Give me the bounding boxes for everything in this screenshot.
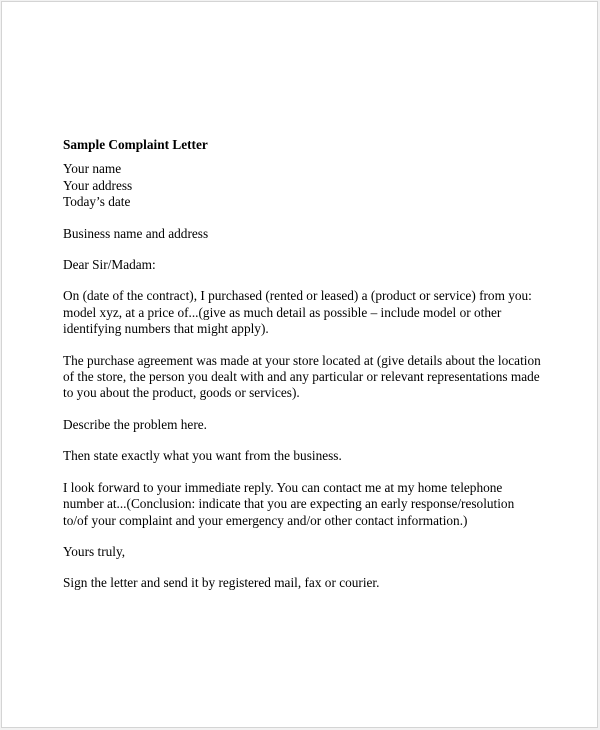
paragraph-problem [63,417,563,433]
paragraph-agreement [63,353,563,402]
paragraph-conclusion [63,480,563,529]
sender-name: Your name [63,161,122,177]
paragraph-line: of the store, the person you dealt with and any particular or relevant representations made [63,369,540,385]
paragraph-line: number at...(Conclusion: indicate that you are expecting an early response/resolution [63,496,515,512]
paragraph-line: On (date of the contract), I purchased (rented or leased) a (product or service) from you: [63,288,532,304]
salutation [63,257,563,273]
signoff [63,575,563,591]
letter-title: Sample Complaint Letter [63,137,208,152]
paragraph-line: to you about the product, goods or services). [63,385,300,401]
paragraph-line: The purchase agreement was made at your store located at (give details about the location [63,352,541,368]
recipient-block [63,226,563,242]
paragraph-line: I look forward to your immediate reply. You can contact me at my home telephone [63,479,503,495]
paragraph-request [63,448,563,464]
recipient-line: Business name and address [63,225,209,241]
letter-body [63,137,563,607]
paragraph-line: to/of your complaint and your emergency and/or other contact information.) [63,512,468,528]
closing [63,544,563,560]
paragraph-line: model xyz, at a price of...(give as much detail as possible – include model or other [63,304,502,320]
paragraph-line: Then state exactly what you want from the business. [63,448,342,464]
closing-line: Yours truly, [63,543,126,559]
sender-block [63,161,563,210]
paragraph-line: Describe the problem here. [63,416,207,432]
paragraph-line: identifying numbers that might apply). [63,321,269,337]
paragraph-purchase [63,288,563,337]
salutation-line: Dear Sir/Madam: [63,257,156,273]
letter-date: Today’s date [63,194,131,210]
signoff-line: Sign the letter and send it by registered mail, fax or courier. [63,575,380,591]
document-page [1,1,598,728]
sender-address: Your address [63,177,133,193]
